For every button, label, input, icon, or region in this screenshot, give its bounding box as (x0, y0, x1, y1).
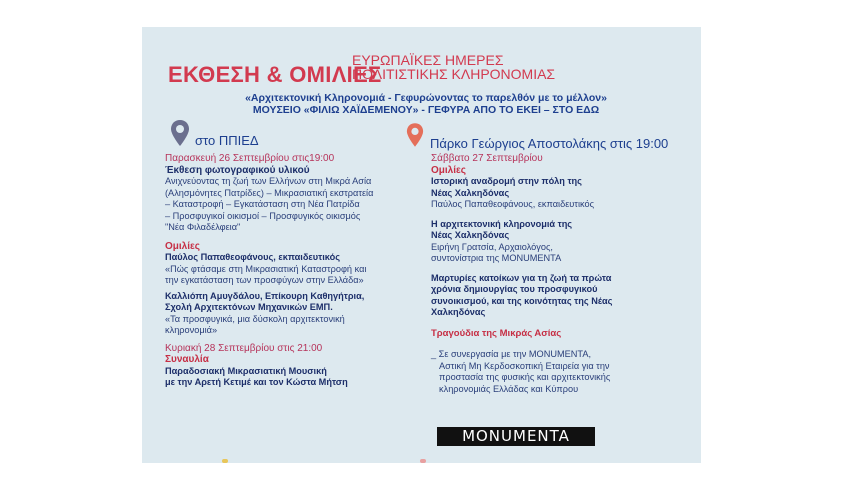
poster-subtitle (352, 53, 555, 81)
subtitle-line-1: ΕΥΡΩΠΑΪΚΕΣ ΗΜΕΡΕΣ (352, 52, 504, 68)
subtitle-line-2: ΠΟΛΙΤΙΣΤΙΚΗΣ ΚΛΗΡΟΝΟΜΙΑΣ (352, 66, 556, 82)
left-talks-header: Ομιλίες (165, 240, 200, 252)
partner-line: κληρονομιάς Ελλάδας και Κύπρου (439, 383, 579, 394)
right-talk2-title: Νέας Χαλκηδόνας (431, 230, 510, 240)
map-pin-icon (406, 121, 424, 149)
talk1-speaker: Παύλος Παπαθεοφάνους, εκπαιδευτικός (165, 252, 340, 262)
map-pin-icon (170, 119, 190, 147)
tagline (166, 92, 686, 116)
talk1-line: την εγκατάσταση των προσφύγων στην Ελλάδα» (165, 275, 364, 285)
exhibition-title: Έκθεση φωτογραφικού υλικού (165, 164, 310, 176)
exhibition-line: "Νέα Φιλαδέλφεια" (165, 222, 241, 232)
tagline-line-2: ΜΟΥΣΕΙΟ «ΦΙΛΙΩ ΧΑΪΔΕΜΕΝΟΥ» - ΓΕΦΥΡΑ ΑΠΟ ΤΟ ΕΚΕΙ – ΣΤΟ ΕΔΩ (252, 104, 600, 116)
partner-line: προστασία της φυσικής και αρχιτεκτονικής (439, 372, 611, 382)
concert-line: Παραδοσιακή Μικρασιατική Μουσική (165, 365, 327, 376)
exhibition-line: – Προσφυγικοί οικισμοί – Προσφυγικός οικισμός (165, 210, 361, 221)
talk2-speaker: Σχολή Αρχιτεκτόνων Μηχανικών ΕΜΠ. (165, 302, 333, 312)
talk2-line: κληρονομιά» (165, 325, 218, 335)
talk2-speaker: Καλλιόπη Αμυγδάλου, Επίκουρη Καθηγήτρια, (165, 290, 365, 301)
decorative-dot (420, 459, 426, 463)
right-talk2-speaker: συντονίστρια της MONUMENTA (431, 253, 562, 263)
concert-header: Συναυλία (165, 354, 209, 365)
right-talk1-title: Ιστορική αναδρομή στην πόλη της (431, 176, 582, 186)
day2-date: Κυριακή 28 Σεπτεμβρίου στις 21:00 (165, 342, 323, 354)
right-talk1-title: Νέας Χαλκηδόνας (431, 187, 510, 198)
monumenta-logo: MONUMENTA (437, 427, 595, 446)
exhibition-line: (Αλησμόνητες Πατρίδες) – Μικρασιατική εκστρατεία (165, 187, 374, 198)
concert-line: με την Αρετή Κετιμέ και τον Κώστα Μήτση (165, 377, 348, 387)
decorative-dot (222, 459, 228, 463)
talk2-line: «Τα προσφυγικά, μια δύσκολη αρχιτεκτονική (165, 313, 345, 324)
exhibition-line: – Καταστροφή – Εγκατάσταση στη Νέα Πατρίδα (165, 199, 360, 209)
left-location: στο ΠΠΙΕΔ (195, 133, 259, 148)
partner-line: _ Σε συνεργασία με την MONUMENTA, (431, 349, 592, 359)
testimonies-line: συνοικισμού, και της κοινότητας της Νέας (431, 295, 613, 306)
talk1-line: «Πώς φτάσαμε στη Μικρασιατική Καταστροφή και (165, 263, 367, 274)
day1-date: Παρασκευή 26 Σεπτεμβρίου στις19:00 (165, 153, 335, 164)
right-talk1-speaker: Παύλος Παπαθεοφάνους, εκπαιδευτικός (431, 199, 595, 209)
right-talk2-title: Η αρχιτεκτονική κληρονομιά της (431, 218, 573, 229)
right-date: Σάββατο 27 Σεπτεμβρίου (431, 153, 543, 164)
left-column (165, 153, 373, 389)
right-location: Πάρκο Γεώργιος Αποστολάκης στις 19:00 (430, 136, 669, 151)
right-talks-header: Ομιλίες (431, 164, 466, 176)
partner-line: Αστική Μη Κερδοσκοπική Εταιρεία για την (439, 360, 610, 371)
testimonies-line: Χαλκηδόνας (431, 307, 486, 317)
tagline-line-1: «Αρχιτεκτονική Κληρονομιά - Γεφυρώνοντας το παρελθόν με το μέλλον» (245, 92, 607, 104)
right-talk2-speaker: Ειρήνη Γρατσία, Αρχαιολόγος, (431, 241, 553, 252)
testimonies-line: χρόνια δημιουργίας του προσφυγικού (431, 284, 598, 294)
songs-title: Τραγούδια της Μικράς Ασίας (431, 327, 562, 339)
right-column (431, 153, 612, 395)
exhibition-line: Ανιχνεύοντας τη ζωή των Ελλήνων στη Μικρά Ασία (165, 176, 372, 186)
testimonies-line: Μαρτυρίες κατοίκων για τη ζωή τα πρώτα (431, 272, 612, 283)
poster-title: ΕΚΘΕΣΗ & ΟΜΙΛΙΕΣ (168, 62, 382, 87)
